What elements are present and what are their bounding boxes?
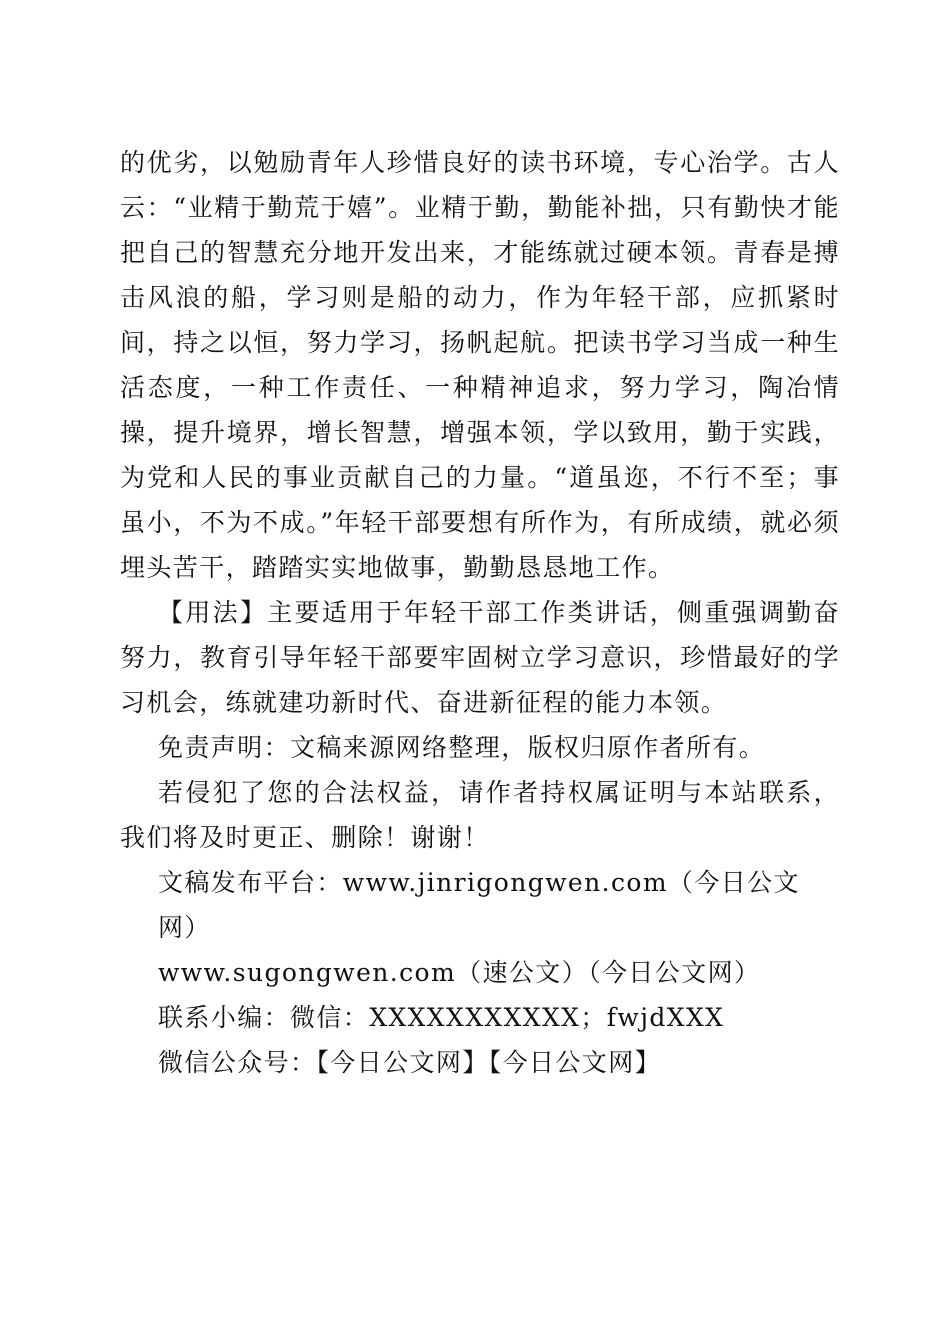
footer-wechat-line: 微信公众号：【今日公文网】【今日公文网】 xyxy=(158,1048,662,1077)
footer-platform-line: 文稿发布平台：www.jinrigongwen.com（今日公文网） xyxy=(158,868,800,942)
document-body xyxy=(120,140,840,1085)
usage-paragraph: 【用法】主要适用于年轻干部工作类讲话，侧重强调勤奋努力，教育引导年轻干部要牢固树立学习意识，珍惜最好的学习机会，练就建功新时代、奋进新征程的能力本领。 xyxy=(120,598,840,717)
disclaimer-line: 若侵犯了您的合法权益，请作者持权属证明与本站联系，我们将及时更正、删除！谢谢！ xyxy=(120,778,840,852)
footer-contact-line: 联系小编：微信：XXXXXXXXXXX；fwjdXXX xyxy=(158,1003,725,1032)
body-paragraph: 的优劣，以勉励青年人珍惜良好的读书环境，专心治学。古人云：“业精于勤荒于嬉”。业精于勤，勤能补拙，只有勤快才能把自己的智慧充分地开发出来，才能练就过硬本领。青春是搏击风浪的船，学习则是船的动力，作为年轻干部，应抓紧时间，持之以恒，努力学习，扬帆起航。把读书学习当成一种生活态度，一种工作责任、一种精神追求，努力学习，陶冶情操，提升境界，增长智慧，增强本领，学以致用，勤于实践，为党和人民的事业贡献自己的力量。“道虽迩，不行不至；事虽小，不为不成。”年轻干部要想有所作为，有所成绩，就必须埋头苦干，踏踏实实地做事，勤勤恳恳地工作。 xyxy=(120,148,840,582)
disclaimer-line: 免责声明：文稿来源网络整理，版权归原作者所有。 xyxy=(158,733,766,762)
footer-site-line: www.sugongwen.com（速公文）（今日公文网） xyxy=(158,958,761,987)
